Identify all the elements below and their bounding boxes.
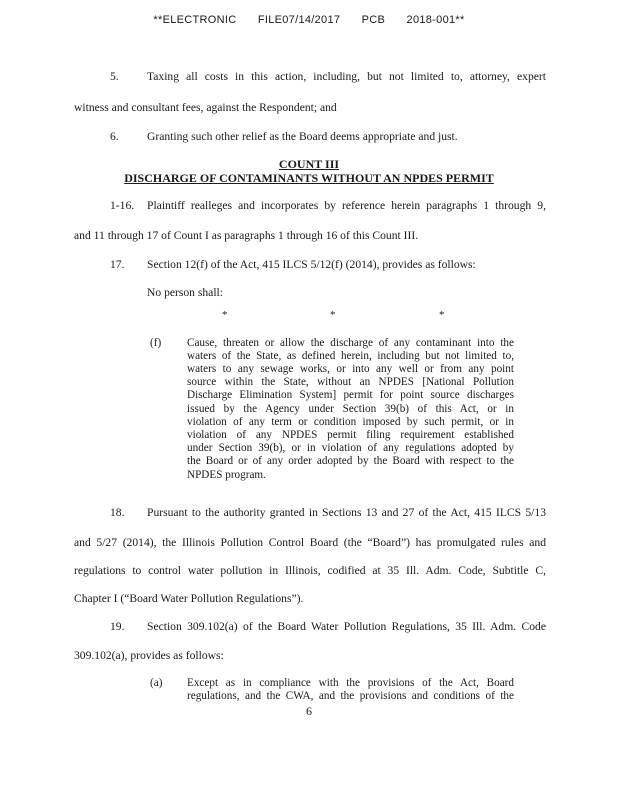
quote-a-label: (a) xyxy=(150,677,163,689)
para-18-number: 18. xyxy=(110,506,125,519)
quote-a-line: regulations, and the CWA, and the provisions and conditions of the xyxy=(187,690,514,702)
quote-f-line: waters of the State, as defined herein, including but not limited to, xyxy=(187,350,514,362)
para-19-number: 19. xyxy=(110,620,125,633)
item-5-line-1: Taxing all costs in this action, including, but not limited to, attorney, expert xyxy=(147,70,546,83)
para-1-16-line-1: Plaintiff realleges and incorporates by reference herein paragraphs 1 through 9, xyxy=(147,199,546,212)
quote-f-line: waters to any sewage works, or into any well or from any point xyxy=(187,363,514,375)
quote-f-line: source within the State, without an NPDES [National Pollution xyxy=(187,376,514,388)
item-5-number: 5. xyxy=(110,70,119,83)
page-number: 6 xyxy=(306,704,312,718)
electronic-filing-header: **ELECTRONIC FILE07/14/2017 PCB 2018-001** xyxy=(153,14,465,26)
para-18-line-3: regulations to control water pollution in Illinois, codified at 35 Ill. Adm. Code, Subtitle C, xyxy=(74,564,546,577)
quote-f-label: (f) xyxy=(150,337,162,349)
ellipsis-star: * xyxy=(222,309,228,321)
quote-a-line: Except as in compliance with the provisions of the Act, Board xyxy=(187,677,514,689)
quote-f-line: Cause, threaten or allow the discharge of any contaminant into the xyxy=(187,337,514,349)
quote-f-line: issued by the Agency under Section 39(b) of this Act, or in xyxy=(187,403,514,415)
count-subtitle: DISCHARGE OF CONTAMINANTS WITHOUT AN NPDES PERMIT xyxy=(124,171,494,185)
ellipsis-star: * xyxy=(439,309,445,321)
quote-f-line: violation of any term or condition imposed by such permit, or in xyxy=(187,416,514,428)
ellipsis-star: * xyxy=(330,309,336,321)
quote-f-line: the Board or of any order adopted by the Board with respect to the xyxy=(187,455,514,467)
para-1-16-line-2: and 11 through 17 of Count I as paragraphs 1 through 16 of this Count III. xyxy=(74,229,419,242)
no-person-shall: No person shall: xyxy=(147,286,223,299)
para-19-line-1: Section 309.102(a) of the Board Water Pollution Regulations, 35 Ill. Adm. Code xyxy=(147,620,546,633)
para-17-number: 17. xyxy=(110,258,125,271)
item-6-number: 6. xyxy=(110,130,119,143)
quote-f-line: under Section 39(b), or in violation of any regulations adopted by xyxy=(187,442,514,454)
item-6-line-1: Granting such other relief as the Board deems appropriate and just. xyxy=(147,130,458,143)
para-17-line-1: Section 12(f) of the Act, 415 ILCS 5/12(f) (2014), provides as follows: xyxy=(147,258,476,271)
para-18-line-2: and 5/27 (2014), the Illinois Pollution Control Board (the “Board”) has promulgated rules and xyxy=(74,536,546,549)
para-18-line-4: Chapter I (“Board Water Pollution Regulations”). xyxy=(74,592,304,605)
quote-f-line: Discharge Elimination System] permit for point source discharges xyxy=(187,389,514,401)
quote-f-line: NPDES program. xyxy=(187,469,266,481)
para-18-line-1: Pursuant to the authority granted in Sections 13 and 27 of the Act, 415 ILCS 5/13 xyxy=(147,506,546,519)
quote-f-line: violation of any NPDES permit filing requirement established xyxy=(187,429,514,441)
item-5-line-2: witness and consultant fees, against the Respondent; and xyxy=(74,101,337,114)
count-title: COUNT III xyxy=(278,157,340,171)
para-1-16-number: 1-16. xyxy=(110,199,135,212)
para-19-line-2: 309.102(a), provides as follows: xyxy=(74,649,224,662)
